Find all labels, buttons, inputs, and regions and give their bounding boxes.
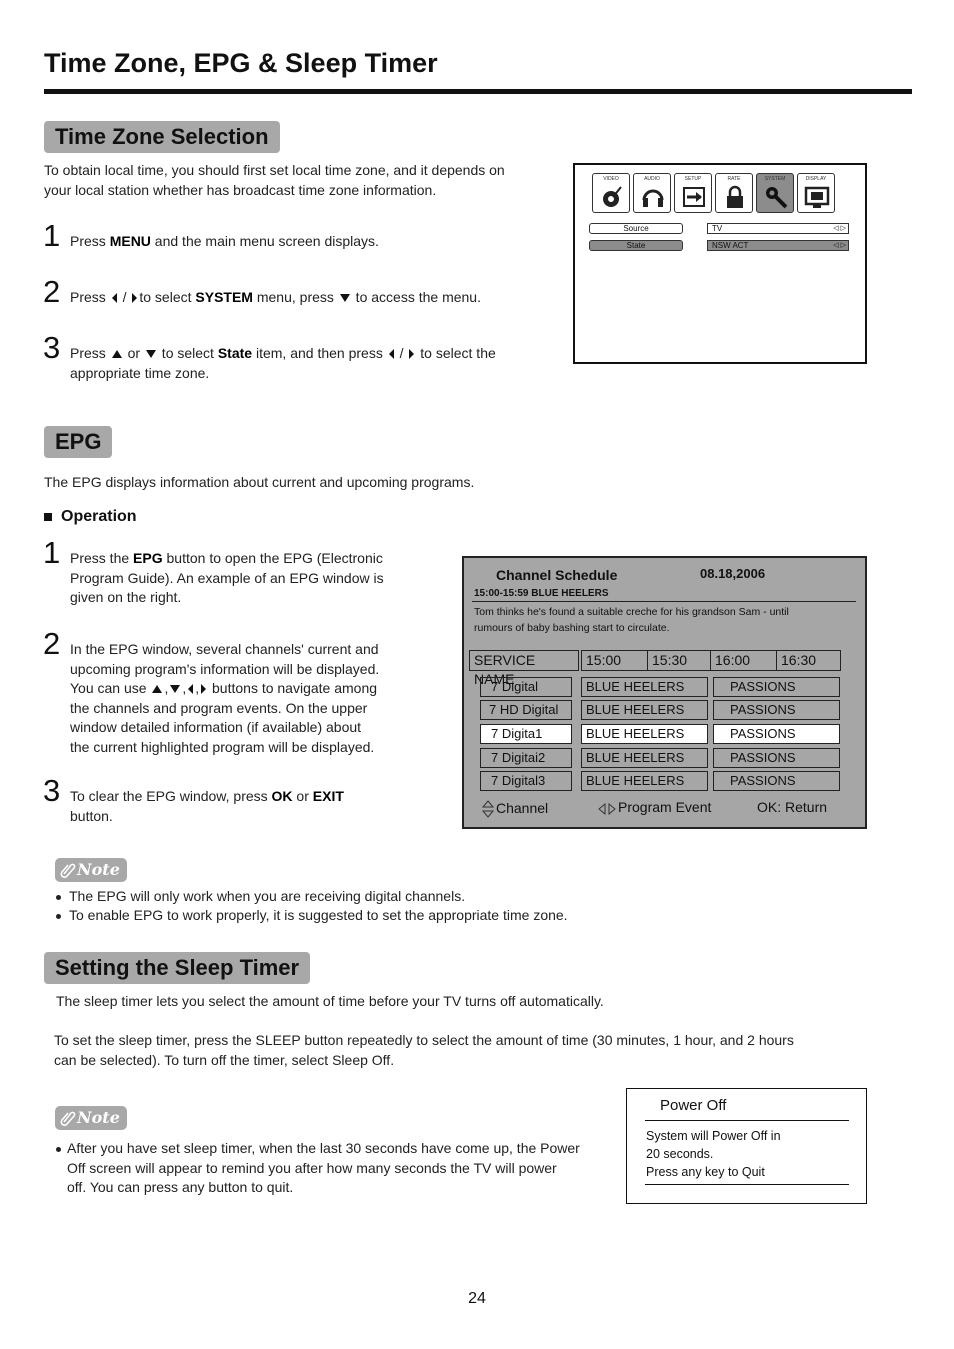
setup-icon [681, 184, 707, 210]
left-arrow-icon [112, 293, 117, 303]
epg-program-cell[interactable]: PASSIONS [713, 677, 840, 697]
down-arrow-icon [170, 685, 180, 693]
epg-footer-return: OK: Return [757, 799, 828, 815]
time-zone-step-3: Press or to select State item, and then press / to select the appropriate time zone. [70, 345, 496, 381]
epg-program-cell[interactable]: PASSIONS [713, 700, 840, 720]
menu-value-state[interactable]: NSW ACT ◁ ▷ [707, 240, 849, 251]
operation-label: Operation [61, 508, 137, 525]
left-right-arrows-icon: ◁ ▷ [833, 225, 846, 232]
epg-channel-cell[interactable]: 7 Digita1 [480, 724, 572, 744]
epg-window [462, 556, 867, 829]
epg-step-2: In the EPG window, several channels' current and upcoming program's information will be displayed. You can use , , , buttons to navigate among the channels and program events. On the upper window detailed information (if available) about the current highlighted program will be displayed. [70, 641, 380, 755]
epg-program-cell[interactable]: BLUE HEELERS [581, 724, 708, 744]
down-arrow-icon [146, 350, 156, 358]
epg-program-cell[interactable]: BLUE HEELERS [581, 700, 708, 720]
left-arrow-icon [188, 684, 193, 694]
down-arrow-icon [340, 294, 350, 302]
menu-tab-setup[interactable]: SETUP [674, 173, 712, 213]
square-bullet-icon [44, 513, 52, 521]
step-number: 1 [43, 535, 61, 570]
epg-program-cell[interactable]: BLUE HEELERS [581, 677, 708, 697]
epg-channel-cell[interactable]: 7 Digitai2 [480, 748, 572, 768]
epg-date: 08.18,2006 [700, 566, 766, 581]
left-right-arrows-icon [598, 803, 616, 815]
epg-channel-cell[interactable]: 7 Digital3 [480, 771, 572, 791]
right-arrow-icon [409, 349, 414, 359]
time-zone-step-1: Press MENU and the main menu screen displays. [70, 233, 379, 249]
epg-now-program: 15:00-15:59 BLUE HEELERS [474, 588, 609, 599]
bullet-icon [56, 1147, 61, 1152]
epg-step-3: To clear the EPG window, press OK or EXIT button. [70, 788, 344, 824]
epg-program-cell[interactable]: PASSIONS [713, 724, 840, 744]
menu-tab-rate[interactable]: RATE [715, 173, 753, 213]
time-zone-intro [44, 161, 554, 200]
epg-header-service: SERVICE NAME [469, 650, 579, 671]
epg-footer-event: Program Event [618, 799, 712, 815]
bullet-icon [56, 895, 61, 900]
epg-footer-channel: Channel [496, 800, 549, 816]
note-bullet-item: To enable EPG to work properly, it is suggested to set the appropriate time zone. [56, 906, 568, 926]
section-heading-sleep-timer: Setting the Sleep Timer [44, 952, 310, 984]
page-number: 24 [468, 1290, 486, 1307]
note-badge: Note [55, 1106, 127, 1130]
epg-channel-cell[interactable]: 7 HD Digital [480, 700, 572, 720]
wrench-icon [763, 184, 789, 210]
sleep-intro: The sleep timer lets you select the amount of time before your TV turns off automatically. [56, 993, 604, 1009]
power-off-dialog [626, 1088, 867, 1204]
power-off-message: System will Power Off in 20 seconds. Press any key to Quit [646, 1129, 781, 1179]
section-heading-time-zone: Time Zone Selection [44, 121, 280, 153]
epg-intro: The EPG displays information about current and upcoming programs. [44, 474, 475, 490]
bullet-icon [56, 914, 61, 919]
time-zone-step-2: Press / to select SYSTEM menu, press to access the menu. [70, 289, 481, 305]
power-off-divider [645, 1184, 849, 1185]
sleep-instructions: To set the sleep timer, press the SLEEP button repeatedly to select the amount of time (30 minutes, 1 hour, and 2 hours can be selected). To turn off the timer, select Sleep Off. [54, 1032, 794, 1068]
epg-title: Channel Schedule [496, 567, 618, 583]
section-heading-epg: EPG [44, 426, 112, 458]
epg-program-cell[interactable]: PASSIONS [713, 771, 840, 791]
time-zone-intro-line: To obtain local time, you should first set local time zone, and it depends on [44, 162, 505, 178]
epg-channel-cell[interactable]: 7 Digital [480, 677, 572, 697]
paperclip-icon [60, 1110, 76, 1126]
epg-header-time: 16:00 [710, 650, 777, 671]
up-arrow-icon [152, 685, 162, 693]
epg-header-time: 16:30 [776, 650, 841, 671]
audio-icon [640, 184, 666, 210]
epg-program-cell[interactable]: BLUE HEELERS [581, 748, 708, 768]
display-icon [804, 184, 830, 210]
up-down-arrows-icon [482, 800, 494, 818]
time-zone-intro-line: your local station whether has broadcast time zone information. [44, 181, 437, 198]
note-bullet-item: The EPG will only work when you are receiving digital channels. [56, 887, 465, 907]
menu-tab-video[interactable]: VIDEO [592, 173, 630, 213]
note-bullet-item: After you have set sleep timer, when the last 30 seconds have come up, the Power Off screen will appear to remind you after how many seconds the TV will power off. You can press any button to quit. [56, 1139, 616, 1198]
lock-icon [722, 184, 748, 210]
menu-option-source[interactable]: Source [589, 223, 683, 234]
epg-program-cell[interactable]: BLUE HEELERS [581, 771, 708, 791]
menu-tab-system[interactable]: SYSTEM [756, 173, 794, 213]
left-right-arrows-icon: ◁ ▷ [833, 242, 846, 249]
power-off-title: Power Off [660, 1097, 727, 1114]
video-icon [599, 184, 625, 210]
step-number: 3 [43, 773, 61, 808]
right-arrow-icon [201, 684, 206, 694]
step-number: 3 [43, 330, 61, 365]
note-badge: Note [55, 858, 127, 882]
menu-option-state[interactable]: State [589, 240, 683, 251]
step-number: 2 [43, 626, 61, 661]
menu-value-source[interactable]: TV ◁ ▷ [707, 223, 849, 234]
epg-description: Tom thinks he's found a suitable creche for his grandson Sam - until rumours of baby bashing start to circulate. [474, 606, 789, 634]
step-number: 1 [43, 218, 61, 253]
epg-divider [472, 601, 856, 602]
system-menu-screen [573, 163, 867, 364]
power-off-divider [645, 1120, 849, 1121]
left-arrow-icon [389, 349, 394, 359]
epg-header-time: 15:00 [581, 650, 648, 671]
epg-header-time: 15:30 [647, 650, 711, 671]
step-number: 2 [43, 274, 61, 309]
epg-step-1: Press the EPG button to open the EPG (Electronic Program Guide). An example of an EPG window is given on the right. [70, 550, 384, 605]
epg-program-cell[interactable]: PASSIONS [713, 748, 840, 768]
title-rule [44, 89, 912, 94]
right-arrow-icon [132, 293, 137, 303]
page-title: Time Zone, EPG & Sleep Timer [44, 48, 438, 78]
menu-tab-display[interactable]: DISPLAY [797, 173, 835, 213]
up-arrow-icon [112, 350, 122, 358]
paperclip-icon [60, 862, 76, 878]
menu-tab-audio[interactable]: AUDIO [633, 173, 671, 213]
